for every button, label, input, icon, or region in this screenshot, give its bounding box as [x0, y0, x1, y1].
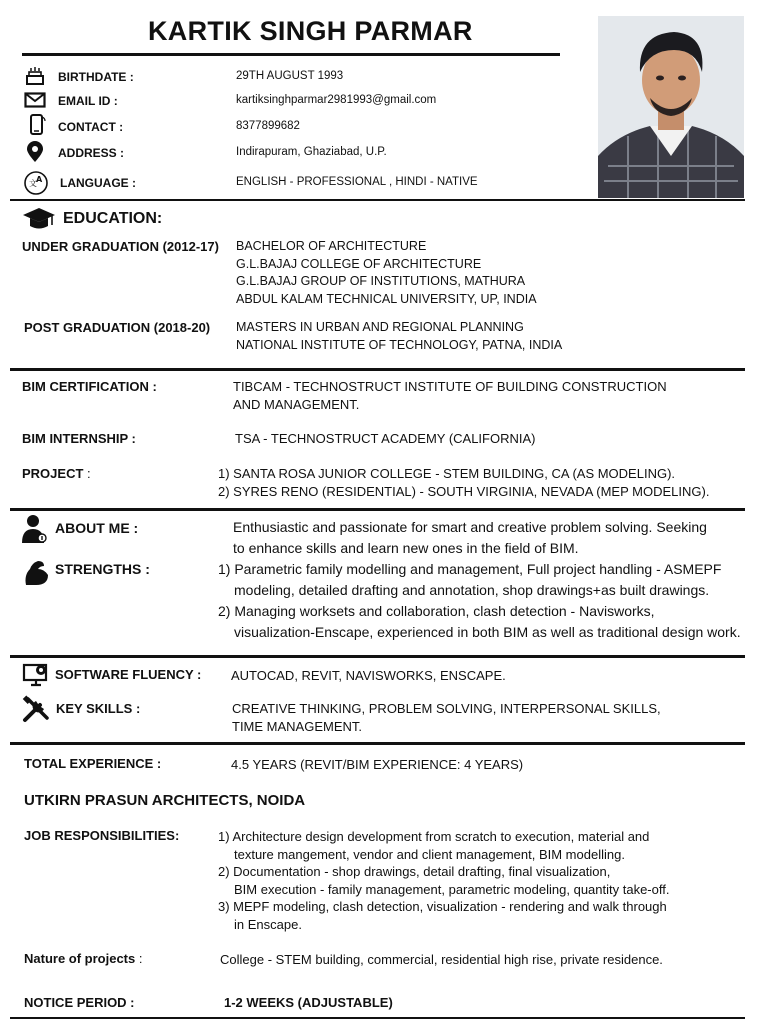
resp-line: 2) Documentation - shop drawings, detail drafting, final visualization, — [218, 864, 611, 879]
cert-line: AND MANAGEMENT. — [233, 396, 360, 412]
about-me-label: ABOUT ME : — [55, 520, 139, 536]
nature-label-colon: : — [135, 951, 143, 966]
ug-line: ABDUL KALAM TECHNICAL UNIVERSITY, UP, INDIA — [236, 291, 537, 306]
project-label — [22, 466, 91, 481]
notice-period-label: NOTICE PERIOD : — [24, 995, 135, 1010]
about-me-text — [233, 517, 707, 559]
phone-icon — [26, 113, 48, 135]
strength-line: 2) Managing worksets and collaboration, clash detection - Navisworks, — [218, 603, 655, 619]
ug-details — [236, 238, 537, 308]
map-pin-icon — [24, 140, 46, 162]
email-value: kartiksinghparmar2981993@gmail.com — [236, 94, 437, 106]
divider-1 — [10, 199, 745, 201]
cake-icon — [24, 65, 46, 87]
contact-value: 8377899682 — [236, 120, 300, 132]
computer-gear-icon — [22, 662, 50, 688]
person-icon — [22, 514, 48, 544]
pg-line: NATIONAL INSTITUTE OF TECHNOLOGY, PATNA, INDIA — [236, 337, 563, 352]
about-line: Enthusiastic and passionate for smart and creative problem solving. Seeking — [233, 519, 707, 535]
education-heading: EDUCATION: — [63, 210, 163, 227]
resp-line: 1) Architecture design development from scratch to execution, material and — [218, 829, 650, 844]
strength-line: modeling, detailed drafting and annotation, shop drawings+as built drawings. — [234, 582, 710, 598]
total-experience-label: TOTAL EXPERIENCE : — [24, 756, 162, 771]
translate-icon — [23, 170, 45, 192]
profile-photo — [598, 16, 744, 198]
pg-label: POST GRADUATION (2018-20) — [24, 320, 211, 335]
resume-name: KARTIK SINGH PARMAR — [148, 16, 473, 46]
header-divider — [22, 53, 560, 56]
key-skills-label: KEY SKILLS : — [56, 701, 141, 716]
divider-3 — [10, 508, 745, 511]
birthdate-value: 29TH AUGUST 1993 — [236, 70, 344, 82]
project-label-colon: : — [83, 466, 91, 481]
total-experience-value: 4.5 YEARS (REVIT/BIM EXPERIENCE: 4 YEARS) — [231, 757, 524, 772]
nature-of-projects-value: College - STEM building, commercial, residential high rise, private residence. — [220, 952, 663, 967]
divider-4 — [10, 655, 745, 658]
notice-period-value: 1-2 WEEKS (ADJUSTABLE) — [224, 995, 393, 1010]
graduation-cap-icon — [22, 206, 56, 232]
cert-line: TIBCAM - TECHNOSTRUCT INSTITUTE OF BUILDING CONSTRUCTION — [233, 379, 667, 394]
job-responsibilities-list — [218, 828, 669, 933]
address-label: ADDRESS : — [58, 146, 125, 160]
resp-line: 3) MEPF modeling, clash detection, visualization - rendering and walk through — [218, 899, 667, 914]
bim-certification-details — [233, 378, 667, 413]
strength-line: 1) Parametric family modelling and management, Full project handling - ASMEPF — [218, 561, 722, 577]
skills-line: CREATIVE THINKING, PROBLEM SOLVING, INTERPERSONAL SKILLS, — [232, 701, 661, 716]
envelope-icon — [24, 89, 46, 111]
bim-internship-label: BIM INTERNSHIP : — [22, 431, 136, 446]
address-value: Indirapuram, Ghaziabad, U.P. — [236, 146, 387, 158]
ug-line: G.L.BAJAJ COLLEGE OF ARCHITECTURE — [236, 256, 482, 271]
nature-label-text: Nature of projects — [24, 951, 136, 966]
about-line: to enhance skills and learn new ones in the field of BIM. — [233, 540, 579, 556]
resp-line: texture mangement, vendor and client management, BIM modelling. — [234, 846, 625, 862]
divider-2 — [10, 368, 745, 371]
resp-line: BIM execution - family management, parametric modeling, quantity take-off. — [234, 881, 670, 897]
language-value: ENGLISH - PROFESSIONAL , HINDI - NATIVE — [236, 176, 478, 188]
company-name: UTKIRN PRASUN ARCHITECTS, NOIDA — [24, 792, 306, 809]
email-label: EMAIL ID : — [58, 94, 118, 108]
divider-bottom — [10, 1017, 745, 1019]
nature-of-projects-label — [24, 951, 142, 966]
contact-label: CONTACT : — [58, 120, 124, 134]
project-item: 2) SYRES RENO (RESIDENTIAL) - SOUTH VIRGINIA, NEVADA (MEP MODELING). — [218, 483, 710, 499]
pg-line: MASTERS IN URBAN AND REGIONAL PLANNING — [236, 320, 524, 334]
svg-text:A: A — [36, 175, 43, 184]
ug-line: G.L.BAJAJ GROUP OF INSTITUTIONS, MATHURA — [236, 274, 526, 288]
job-responsibilities-label: JOB RESPONSIBILITIES: — [24, 828, 180, 843]
strength-line: visualization-Enscape, experienced in both BIM as well as traditional design work. — [234, 624, 741, 640]
strengths-text — [218, 559, 741, 643]
svg-text:文: 文 — [29, 179, 37, 188]
ug-label: UNDER GRADUATION (2012-17) — [22, 239, 219, 254]
project-item: 1) SANTA ROSA JUNIOR COLLEGE - STEM BUILDING, CA (AS MODELING). — [218, 466, 676, 481]
key-skills-value — [232, 700, 661, 735]
divider-5 — [10, 742, 745, 745]
skills-line: TIME MANAGEMENT. — [232, 718, 363, 734]
project-label-text: PROJECT — [22, 466, 84, 481]
project-list — [218, 465, 709, 500]
ug-line: BACHELOR OF ARCHITECTURE — [236, 239, 427, 253]
tools-icon — [22, 695, 52, 723]
strengths-label: STRENGTHS : — [55, 561, 150, 577]
flexed-arm-icon — [22, 557, 50, 587]
bim-certification-label: BIM CERTIFICATION : — [22, 379, 157, 394]
software-fluency-label: SOFTWARE FLUENCY : — [55, 667, 202, 682]
birthdate-label: BIRTHDATE : — [58, 70, 134, 84]
pg-details — [236, 319, 562, 354]
resp-line: in Enscape. — [234, 916, 302, 932]
language-label: LANGUAGE : — [60, 176, 136, 190]
bim-internship-value: TSA - TECHNOSTRUCT ACADEMY (CALIFORNIA) — [235, 431, 536, 446]
software-fluency-value: AUTOCAD, REVIT, NAVISWORKS, ENSCAPE. — [231, 668, 506, 683]
